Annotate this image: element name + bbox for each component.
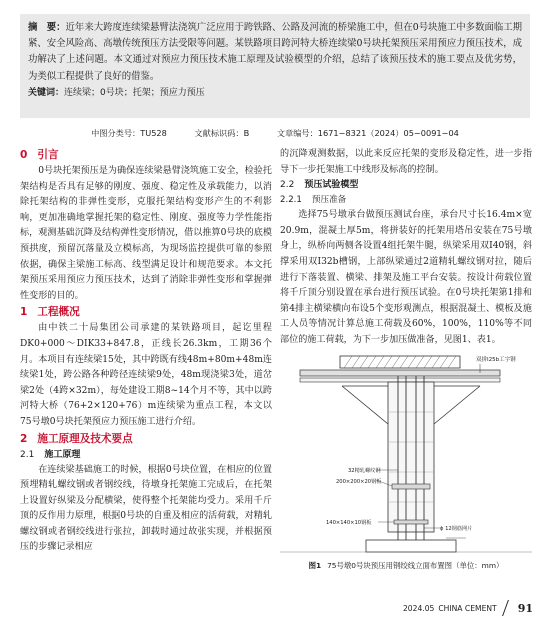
abstract-paragraph: [28, 20, 522, 85]
subsection-number: 2.1: [20, 449, 35, 460]
section-number: 2: [20, 432, 28, 445]
section-title: 施工原理及技术要点: [37, 432, 133, 445]
pier: [388, 382, 434, 532]
rebar-label: 32精轧螺纹钢: [348, 467, 381, 474]
article-id: 文章编号：1671−8321（2024）05−0091−04: [276, 128, 459, 138]
article-meta: [20, 128, 530, 139]
ibeam-label: 双拼I25b工字钢: [476, 356, 516, 363]
principle-paragraph: 在连续梁基础施工的时候，根据0号块位置，在相应的位置预埋精轧螺纹钢或者钢绞线，待墩身托架施工完成后，在托架上设置好纵梁及分配横梁，使得整个托架能均受力。采用千斤顶的反作用力原理，根据0号块的自重及相应的活荷载，对精轧螺纹钢或者钢绞线进行张拉，卸载时通过故张实现，并根据预压的步骤记录相应: [20, 464, 272, 553]
project-overview-paragraph: 由中铁二十局集团公司承建的某铁路项目，起讫里程DK0+000～DIK33+847.8，正线长26.3km，工期36个月。本项目有连续梁15处，其中跨既有线48m+80m+48m连续梁1处，跨公路各种跨径连续梁9处，48m现浇梁3处，道岔梁2处（4跨×32m），每处建设工期8~14个月不等，其中以跨河特大桥（76+2×120+76）m连续梁为重点工程，本文以75号墩0号块托架预应力预压施工进行介绍。: [20, 323, 272, 427]
preparation-paragraph: 选择75号墩承台做预压测试台座，承台尺寸长16.4m×宽20.9m，混凝土厚5m，将拼装好的托架用塔吊安装在75号墩身上，纵桥向两侧各设置4组托架牛腿，纵梁采用双I40钢，斜撑采用双I32b槽钢，上部纵梁通过2道精轧螺纹钢对拉，随后进行下落装置、横梁、排架及施工平台安装。按设计荷载位置将千斤顶分别设置在承台进行预压试验。在0号块托架第1排和第4排主横梁横向布设5个变形观测点，根据混凝土、模板及施工人员等情况计算总施工荷载及60%，100%，110%等不同部位的施工荷载，为下一步加压做准备，见图1、表1。: [280, 210, 532, 345]
plate-140: [394, 520, 428, 524]
anchor-label: ϕ 12钢筋网片: [440, 525, 473, 532]
document-code: 文献标识码：B: [194, 128, 250, 138]
right-column: [280, 147, 532, 571]
subsection-title: 施工原理: [44, 449, 81, 460]
figure-number: 图1: [308, 560, 322, 570]
keywords-line: [28, 86, 522, 101]
subsection-number: 2.2: [280, 180, 295, 191]
section-number: 0: [20, 149, 28, 161]
section-title: 引言: [37, 149, 59, 161]
plate1-label: 200×200×20钢板: [336, 478, 382, 485]
issue-date: 2024.05: [402, 603, 435, 613]
section-heading-2: [20, 432, 272, 447]
figure-title: 75号墩0号块预压用钢绞线立面布置图（单位：mm）: [327, 560, 504, 570]
continued-paragraph: 的沉降观测数据，以此来反应托架的变形及稳定性，进一步指导下一步托架施工中线形及标高的控制。: [280, 149, 532, 175]
subsection-heading-2-2: [280, 178, 532, 193]
top-girder: [340, 356, 460, 368]
figure-caption: [280, 560, 532, 571]
plate2-label: 140×140×10钢板: [326, 519, 372, 526]
page-number: 91: [517, 601, 533, 615]
pile-cap: [366, 540, 456, 552]
keywords-label: 关键词：: [28, 87, 65, 98]
journal-name: CHINA CEMENT: [438, 603, 497, 613]
section-heading-0: [20, 148, 272, 163]
divider: [502, 600, 509, 616]
clc-number: 中图分类号：TU528: [91, 128, 167, 138]
keywords-text: 连续梁；0号块；托架；预应力预压: [64, 87, 205, 98]
subsection-title: 预压试验模型: [304, 180, 359, 191]
subsection-heading-2-2-1: [280, 193, 532, 208]
plate-200: [392, 484, 430, 489]
intro-paragraph: 0号块托架预压是为确保连续梁悬臂浇筑施工安全，检验托架结构是否具有足够的刚度、强度、稳定性及承载能力，以消除托架结构的非弹性变形，克服托架结构变形产生的不利影响，更加准确地掌握托架的稳定性、刚度、强度等力学性能指标，观测基础沉降及结构弹性变形情况，借以推算0号块的底模预拱度，预留沉落量及立模标高，为现场监控提供可靠的参照依据，确保主梁施工标高、线型满足设计和规范要求。本文托架预压采用预应力预压技术，达到了消除非弹性变形和掌握弹性变形的目的。: [20, 166, 272, 301]
subsection-number: 2.2.1: [280, 195, 302, 206]
section-number: 1: [20, 306, 28, 319]
i-beam: [300, 370, 500, 382]
left-column: [20, 147, 272, 556]
subsection-heading-2-1: [20, 448, 272, 463]
section-heading-1: [20, 305, 272, 320]
abstract-text: 近年来大跨度连续梁悬臂法浇筑广泛应用于跨铁路、公路及河流的桥梁施工中，但在0号块施工中多数面临工期紧、安全风险高、高墩传统预压方法受限等问题。某铁路项目跨河特大桥连续梁0号块托架预压采用预应力预压技术，成功解决了上述问题。本文通过对预应力预压技术施工原理及试验模型的介绍，总结了该预压技术的施工要点及优劣势，为类似工程提供了良好的借鉴。: [28, 22, 522, 82]
figure-1: [280, 352, 532, 558]
subsection-title: 预压准备: [311, 195, 347, 206]
elevation-drawing: [280, 352, 532, 558]
abstract-box: [20, 14, 530, 118]
section-title: 工程概况: [37, 306, 80, 319]
abstract-label: 摘 要：: [28, 22, 66, 33]
page-footer: [403, 600, 533, 616]
